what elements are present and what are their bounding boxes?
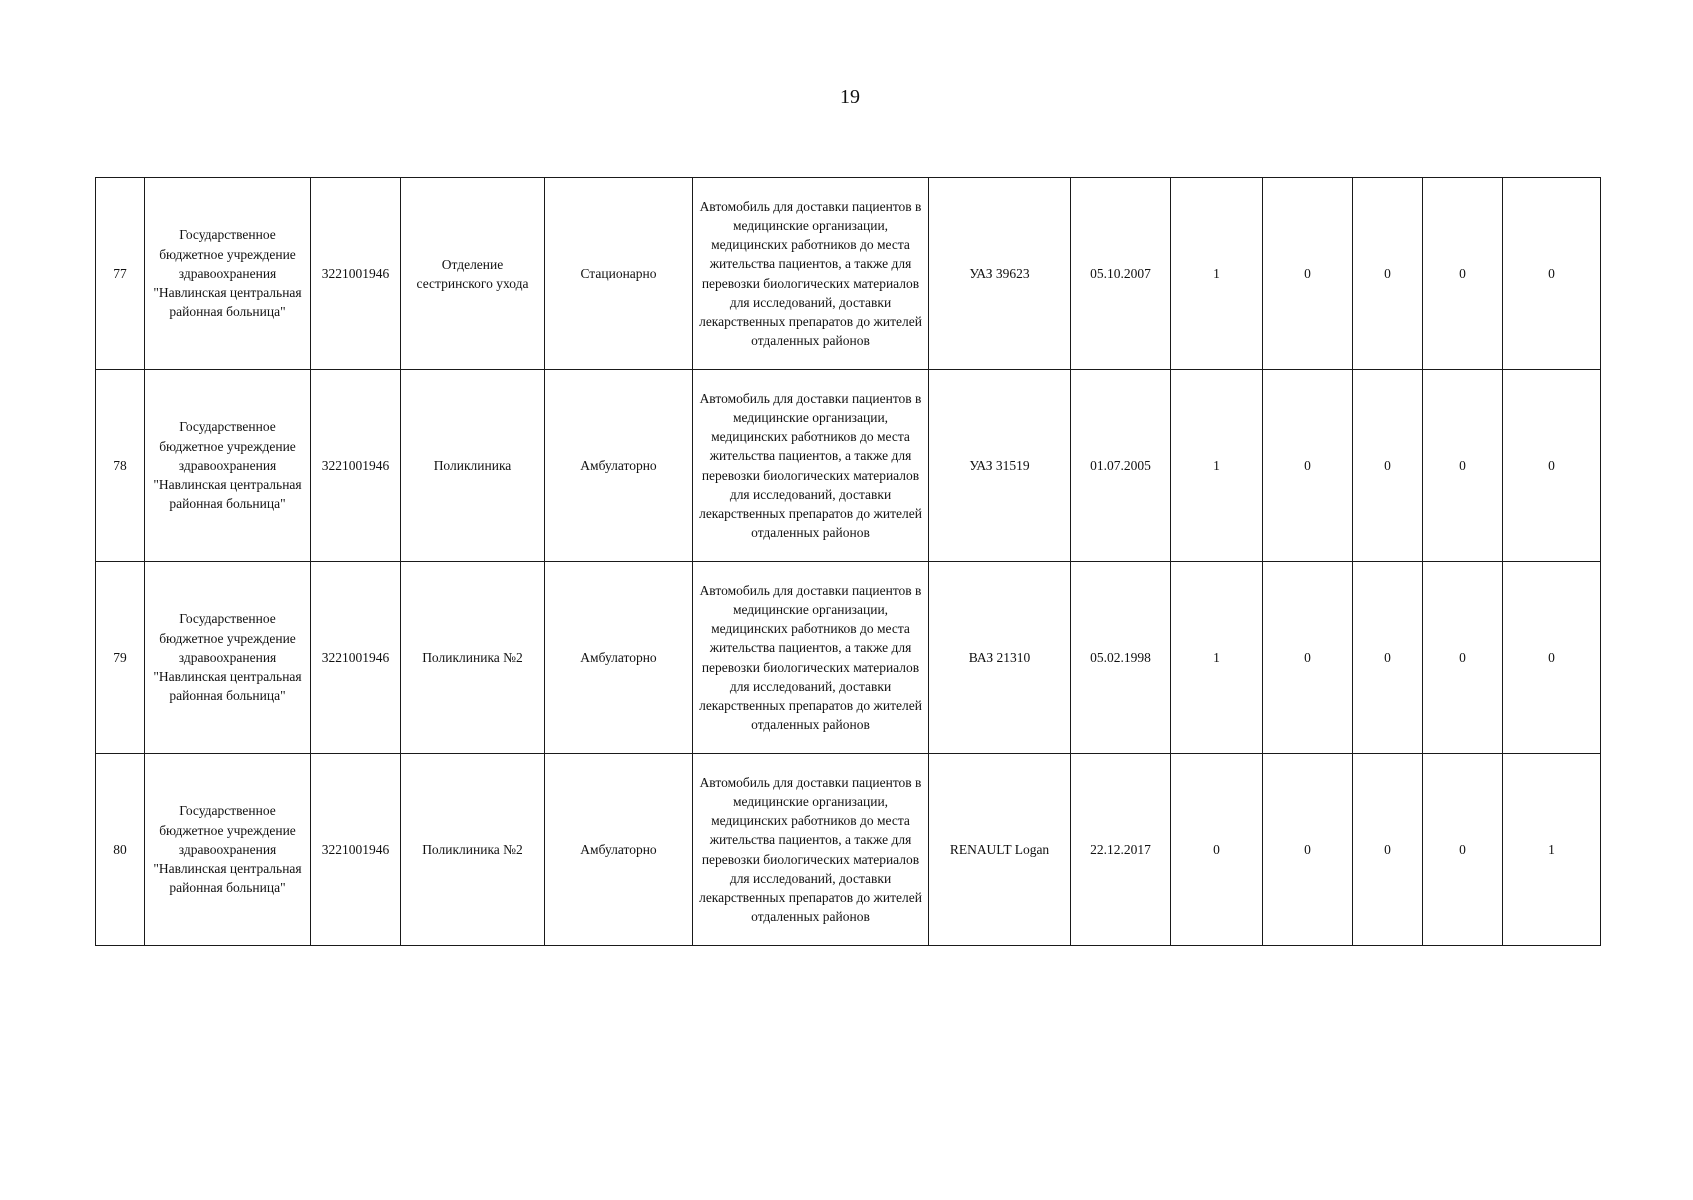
purpose-cell: Автомобиль для доставки пациентов в медицинские организации, медицинских работников до места жительства пациентов, а также для перевозки биологических материалов для исследований, доставки лекарственных препаратов до жителей отдаленных районов [693, 754, 929, 946]
date-cell: 05.10.2007 [1071, 178, 1171, 370]
count-cell: 0 [1263, 178, 1353, 370]
row-number-cell: 80 [96, 754, 145, 946]
date-cell: 05.02.1998 [1071, 562, 1171, 754]
count-cell: 0 [1353, 754, 1423, 946]
count-cell: 0 [1263, 562, 1353, 754]
vehicle-cell: УАЗ 39623 [929, 178, 1071, 370]
department-cell: Поликлиника [401, 370, 545, 562]
count-cell: 1 [1171, 562, 1263, 754]
count-cell: 1 [1171, 178, 1263, 370]
care-type-cell: Стационарно [545, 178, 693, 370]
count-cell: 1 [1503, 754, 1601, 946]
count-cell: 0 [1503, 562, 1601, 754]
vehicle-cell: RENAULT Logan [929, 754, 1071, 946]
vehicle-table [95, 177, 1601, 946]
organization-cell: Государственное бюджетное учреждение здравоохранения "Навлинская центральная районная больница" [145, 562, 311, 754]
department-cell: Отделение сестринского ухода [401, 178, 545, 370]
count-cell: 0 [1353, 178, 1423, 370]
row-number-cell: 78 [96, 370, 145, 562]
count-cell: 0 [1423, 754, 1503, 946]
count-cell: 0 [1263, 370, 1353, 562]
care-type-cell: Амбулаторно [545, 754, 693, 946]
count-cell: 1 [1171, 370, 1263, 562]
count-cell: 0 [1171, 754, 1263, 946]
count-cell: 0 [1423, 178, 1503, 370]
organization-cell: Государственное бюджетное учреждение здравоохранения "Навлинская центральная районная больница" [145, 370, 311, 562]
table-row [96, 370, 1601, 562]
count-cell: 0 [1503, 178, 1601, 370]
count-cell: 0 [1353, 370, 1423, 562]
count-cell: 0 [1353, 562, 1423, 754]
inn-cell: 3221001946 [311, 562, 401, 754]
purpose-cell: Автомобиль для доставки пациентов в медицинские организации, медицинских работников до места жительства пациентов, а также для перевозки биологических материалов для исследований, доставки лекарственных препаратов до жителей отдаленных районов [693, 370, 929, 562]
page-number: 19 [840, 86, 860, 108]
table-row [96, 754, 1601, 946]
inn-cell: 3221001946 [311, 754, 401, 946]
vehicle-cell: УАЗ 31519 [929, 370, 1071, 562]
department-cell: Поликлиника №2 [401, 754, 545, 946]
date-cell: 01.07.2005 [1071, 370, 1171, 562]
row-number-cell: 77 [96, 178, 145, 370]
vehicle-cell: ВАЗ 21310 [929, 562, 1071, 754]
table-row [96, 178, 1601, 370]
organization-cell: Государственное бюджетное учреждение здравоохранения "Навлинская центральная районная больница" [145, 178, 311, 370]
count-cell: 0 [1423, 370, 1503, 562]
care-type-cell: Амбулаторно [545, 562, 693, 754]
row-number-cell: 79 [96, 562, 145, 754]
count-cell: 0 [1263, 754, 1353, 946]
organization-cell: Государственное бюджетное учреждение здравоохранения "Навлинская центральная районная больница" [145, 754, 311, 946]
care-type-cell: Амбулаторно [545, 370, 693, 562]
inn-cell: 3221001946 [311, 370, 401, 562]
date-cell: 22.12.2017 [1071, 754, 1171, 946]
count-cell: 0 [1503, 370, 1601, 562]
table-row [96, 562, 1601, 754]
department-cell: Поликлиника №2 [401, 562, 545, 754]
count-cell: 0 [1423, 562, 1503, 754]
purpose-cell: Автомобиль для доставки пациентов в медицинские организации, медицинских работников до места жительства пациентов, а также для перевозки биологических материалов для исследований, доставки лекарственных препаратов до жителей отдаленных районов [693, 562, 929, 754]
purpose-cell: Автомобиль для доставки пациентов в медицинские организации, медицинских работников до места жительства пациентов, а также для перевозки биологических материалов для исследований, доставки лекарственных препаратов до жителей отдаленных районов [693, 178, 929, 370]
inn-cell: 3221001946 [311, 178, 401, 370]
